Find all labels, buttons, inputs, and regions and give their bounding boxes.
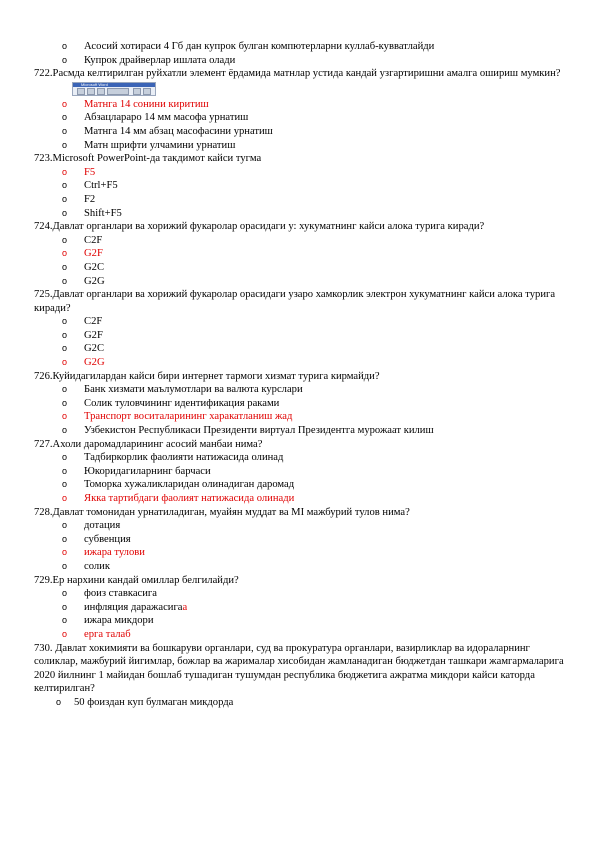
option-text: Купрок драйверлар ишлата олади — [84, 54, 236, 66]
bullet-marker: o — [62, 601, 68, 612]
option-item — [34, 465, 574, 479]
bullet-marker: o — [56, 696, 62, 707]
option-text: Банк хизмати маълумотлари ва валюта курслари — [84, 384, 303, 396]
option-item — [34, 139, 574, 153]
question-number: 730. — [34, 642, 53, 654]
question-727 — [34, 438, 574, 452]
question-text: Давлат органлари ва хорижий фукаролар орасидаги узаро хамкорлик электрон хукуматнинг кайси алока турига киради? — [34, 289, 556, 314]
option-item — [34, 207, 574, 221]
question-729 — [34, 574, 574, 588]
document-content — [34, 40, 574, 710]
option-text: Матнга 14 сонини киритиш — [84, 98, 209, 110]
option-item — [34, 125, 574, 139]
question-number: 724. — [34, 221, 53, 233]
question-number: 722. — [34, 68, 53, 80]
option-text: Узбекистон Республикаси Президенти виртуал Президентга мурожаат килиш — [84, 425, 434, 437]
question-725 — [34, 288, 574, 315]
bullet-marker: o — [62, 41, 68, 51]
option-text: Shift+F5 — [84, 207, 122, 219]
option-text: C2F — [84, 234, 103, 246]
option-item — [34, 614, 574, 628]
option-text: дотация — [84, 520, 121, 532]
option-item — [34, 410, 574, 424]
bullet-marker: o — [62, 465, 68, 476]
option-text: G2C — [84, 343, 105, 355]
question-722 — [34, 67, 574, 81]
question-text: Microsoft PowerPoint-да такдимот кайси тугма — [52, 153, 262, 165]
option-text: фоиз ставкасига — [84, 588, 157, 600]
option-item — [34, 356, 574, 370]
bullet-marker: o — [62, 180, 68, 191]
question-text: Ер нархини кандай омиллар белгилайди? — [52, 574, 239, 586]
option-text: Абзацлараро 14 мм масофа урнатиш — [84, 112, 249, 124]
option-text: F2 — [84, 193, 96, 205]
bullet-marker: o — [62, 125, 68, 136]
toolbar-button-icon — [133, 88, 141, 95]
option-text: G2F — [84, 329, 103, 341]
option-item — [34, 587, 574, 601]
screenshot-title: Microsoft Word — [81, 81, 108, 87]
option-item — [34, 397, 574, 411]
bullet-marker: o — [62, 193, 68, 204]
option-text: C2F — [84, 316, 103, 328]
option-item — [34, 601, 574, 615]
option-text: Ctrl+F5 — [84, 180, 118, 192]
bullet-marker: o — [62, 357, 68, 368]
bullet-marker: o — [62, 493, 68, 503]
option-item — [34, 166, 574, 180]
option-text: ерга талаб — [84, 628, 131, 640]
question-number: 727. — [34, 438, 53, 450]
option-item — [34, 519, 574, 533]
option-text: солик — [84, 560, 110, 572]
option-text: инфляция даражасига — [84, 601, 183, 613]
option-item — [34, 492, 574, 506]
question-724 — [34, 220, 574, 234]
option-text: Солик туловчининг идентификация раками — [84, 397, 280, 409]
option-item — [34, 247, 574, 261]
bullet-marker: o — [62, 329, 68, 340]
bullet-marker: o — [62, 588, 68, 599]
option-text: Матн шрифти улчамини урнатиш — [84, 139, 236, 151]
question-number: 729. — [34, 574, 53, 586]
option-text: Матнга 14 мм абзац масофасини урнатиш — [84, 125, 273, 137]
bullet-marker: o — [62, 275, 68, 286]
question-text: Давлат органлари ва хорижий фукаролар орасидаги у: хукуматнинг кайси алока турига киради? — [52, 221, 485, 233]
option-text: F5 — [84, 166, 96, 178]
option-item — [34, 628, 574, 642]
option-item — [34, 111, 574, 125]
bullet-marker: o — [62, 112, 68, 123]
option-item — [34, 54, 574, 68]
option-item — [34, 193, 574, 207]
font-size-dropdown-icon — [107, 88, 129, 95]
option-item — [34, 342, 574, 356]
bullet-marker: o — [62, 261, 68, 272]
option-item — [34, 696, 574, 710]
option-text: G2C — [84, 261, 105, 273]
option-text: G2F — [84, 248, 103, 260]
word-toolbar-screenshot — [72, 82, 156, 96]
option-item — [34, 329, 574, 343]
option-text: субвенция — [84, 533, 131, 545]
option-text: G2G — [84, 275, 105, 287]
option-text: ижара микдори — [84, 615, 154, 627]
option-text: Асосий хотираси 4 Гб дан купрок булган компютерларни куллаб-кувватлайди — [84, 41, 435, 52]
question-726 — [34, 370, 574, 384]
option-item — [34, 560, 574, 574]
option-text: Томорка хужаликларидан олинадиган даромад — [84, 479, 295, 491]
option-item — [34, 98, 574, 112]
option-item — [34, 179, 574, 193]
option-item — [34, 451, 574, 465]
question-730 — [34, 642, 574, 696]
option-text: Транспорт воситаларининг харакатланиш жад — [84, 411, 293, 423]
bullet-marker: o — [62, 560, 68, 571]
bullet-marker: o — [62, 234, 68, 245]
option-item — [34, 478, 574, 492]
bullet-marker: o — [62, 166, 68, 177]
question-723 — [34, 152, 574, 166]
question-text: Ахоли даромадларининг асосий манбаи нима? — [52, 438, 263, 450]
bullet-marker: o — [62, 411, 68, 422]
toolbar-button-icon — [87, 88, 95, 95]
bullet-marker: o — [62, 520, 68, 531]
option-item — [34, 533, 574, 547]
bullet-marker: o — [62, 425, 68, 436]
bullet-marker: o — [62, 54, 68, 65]
bullet-marker: o — [62, 533, 68, 544]
bullet-marker: o — [62, 547, 68, 558]
question-728 — [34, 506, 574, 520]
bullet-marker: o — [62, 452, 68, 463]
option-item — [34, 546, 574, 560]
question-text: Давлат томонидан урнатиладиган, муайян муддат ва МI мажбурий тулов нима? — [52, 506, 410, 518]
option-text: ижара тулови — [84, 547, 145, 559]
option-item — [34, 275, 574, 289]
bullet-marker: o — [62, 316, 68, 327]
option-item — [34, 424, 574, 438]
option-text: Тадбиркорлик фаолияти натижасида олинад — [84, 452, 284, 464]
option-text: Якка тартибдаги фаолият натижасида олинади — [84, 493, 295, 504]
bullet-marker: o — [62, 384, 68, 395]
bullet-marker: o — [62, 98, 68, 109]
question-number: 728. — [34, 506, 53, 518]
option-text-red-suffix: a — [182, 601, 188, 613]
question-number: 723. — [34, 153, 53, 165]
toolbar-button-icon — [97, 88, 105, 95]
question-text: Расмда келтирилган руйхатли элемент ёрдамида матнлар устида кандай узгартиришни амалга ошириш мумкин? — [52, 68, 561, 80]
toolbar-button-icon — [77, 88, 85, 95]
bullet-marker: o — [62, 343, 68, 354]
question-text: Куйидагилардан кайси бири интернет тармоги хизмат турига кирмайди? — [52, 370, 380, 382]
bullet-marker: o — [62, 207, 68, 218]
question-text: Давлат хокимияти ва бошкаруви органлари, суд ва прокуратура органлари, вазирликлар ва идораларнинг соликлар, мажбурий йигимлар, божлар ва жарималар хисобидан жамланадиган бюджетдан ташкари жамгармаларига 2020 йилнинг 1 майидан бошлаб тушадиган тушумдан республика бюджетига ажратма микдори кайси каторда келтирилган? — [34, 642, 564, 695]
question-number: 726. — [34, 370, 53, 382]
option-text: G2G — [84, 357, 105, 369]
option-text: 50 фоиздан куп булмаган микдорда — [74, 696, 234, 708]
option-item — [34, 234, 574, 248]
bullet-marker: o — [62, 479, 68, 490]
bullet-marker: o — [62, 248, 68, 259]
option-item — [34, 40, 574, 54]
bullet-marker: o — [62, 628, 68, 639]
question-number: 725. — [34, 289, 53, 301]
option-item — [34, 383, 574, 397]
option-item — [34, 315, 574, 329]
option-item — [34, 261, 574, 275]
bullet-marker: o — [62, 139, 68, 150]
bullet-marker: o — [62, 615, 68, 626]
option-text: Юкоридагиларнинг барчаси — [84, 465, 211, 477]
bullet-marker: o — [62, 397, 68, 408]
toolbar-button-icon — [143, 88, 151, 95]
